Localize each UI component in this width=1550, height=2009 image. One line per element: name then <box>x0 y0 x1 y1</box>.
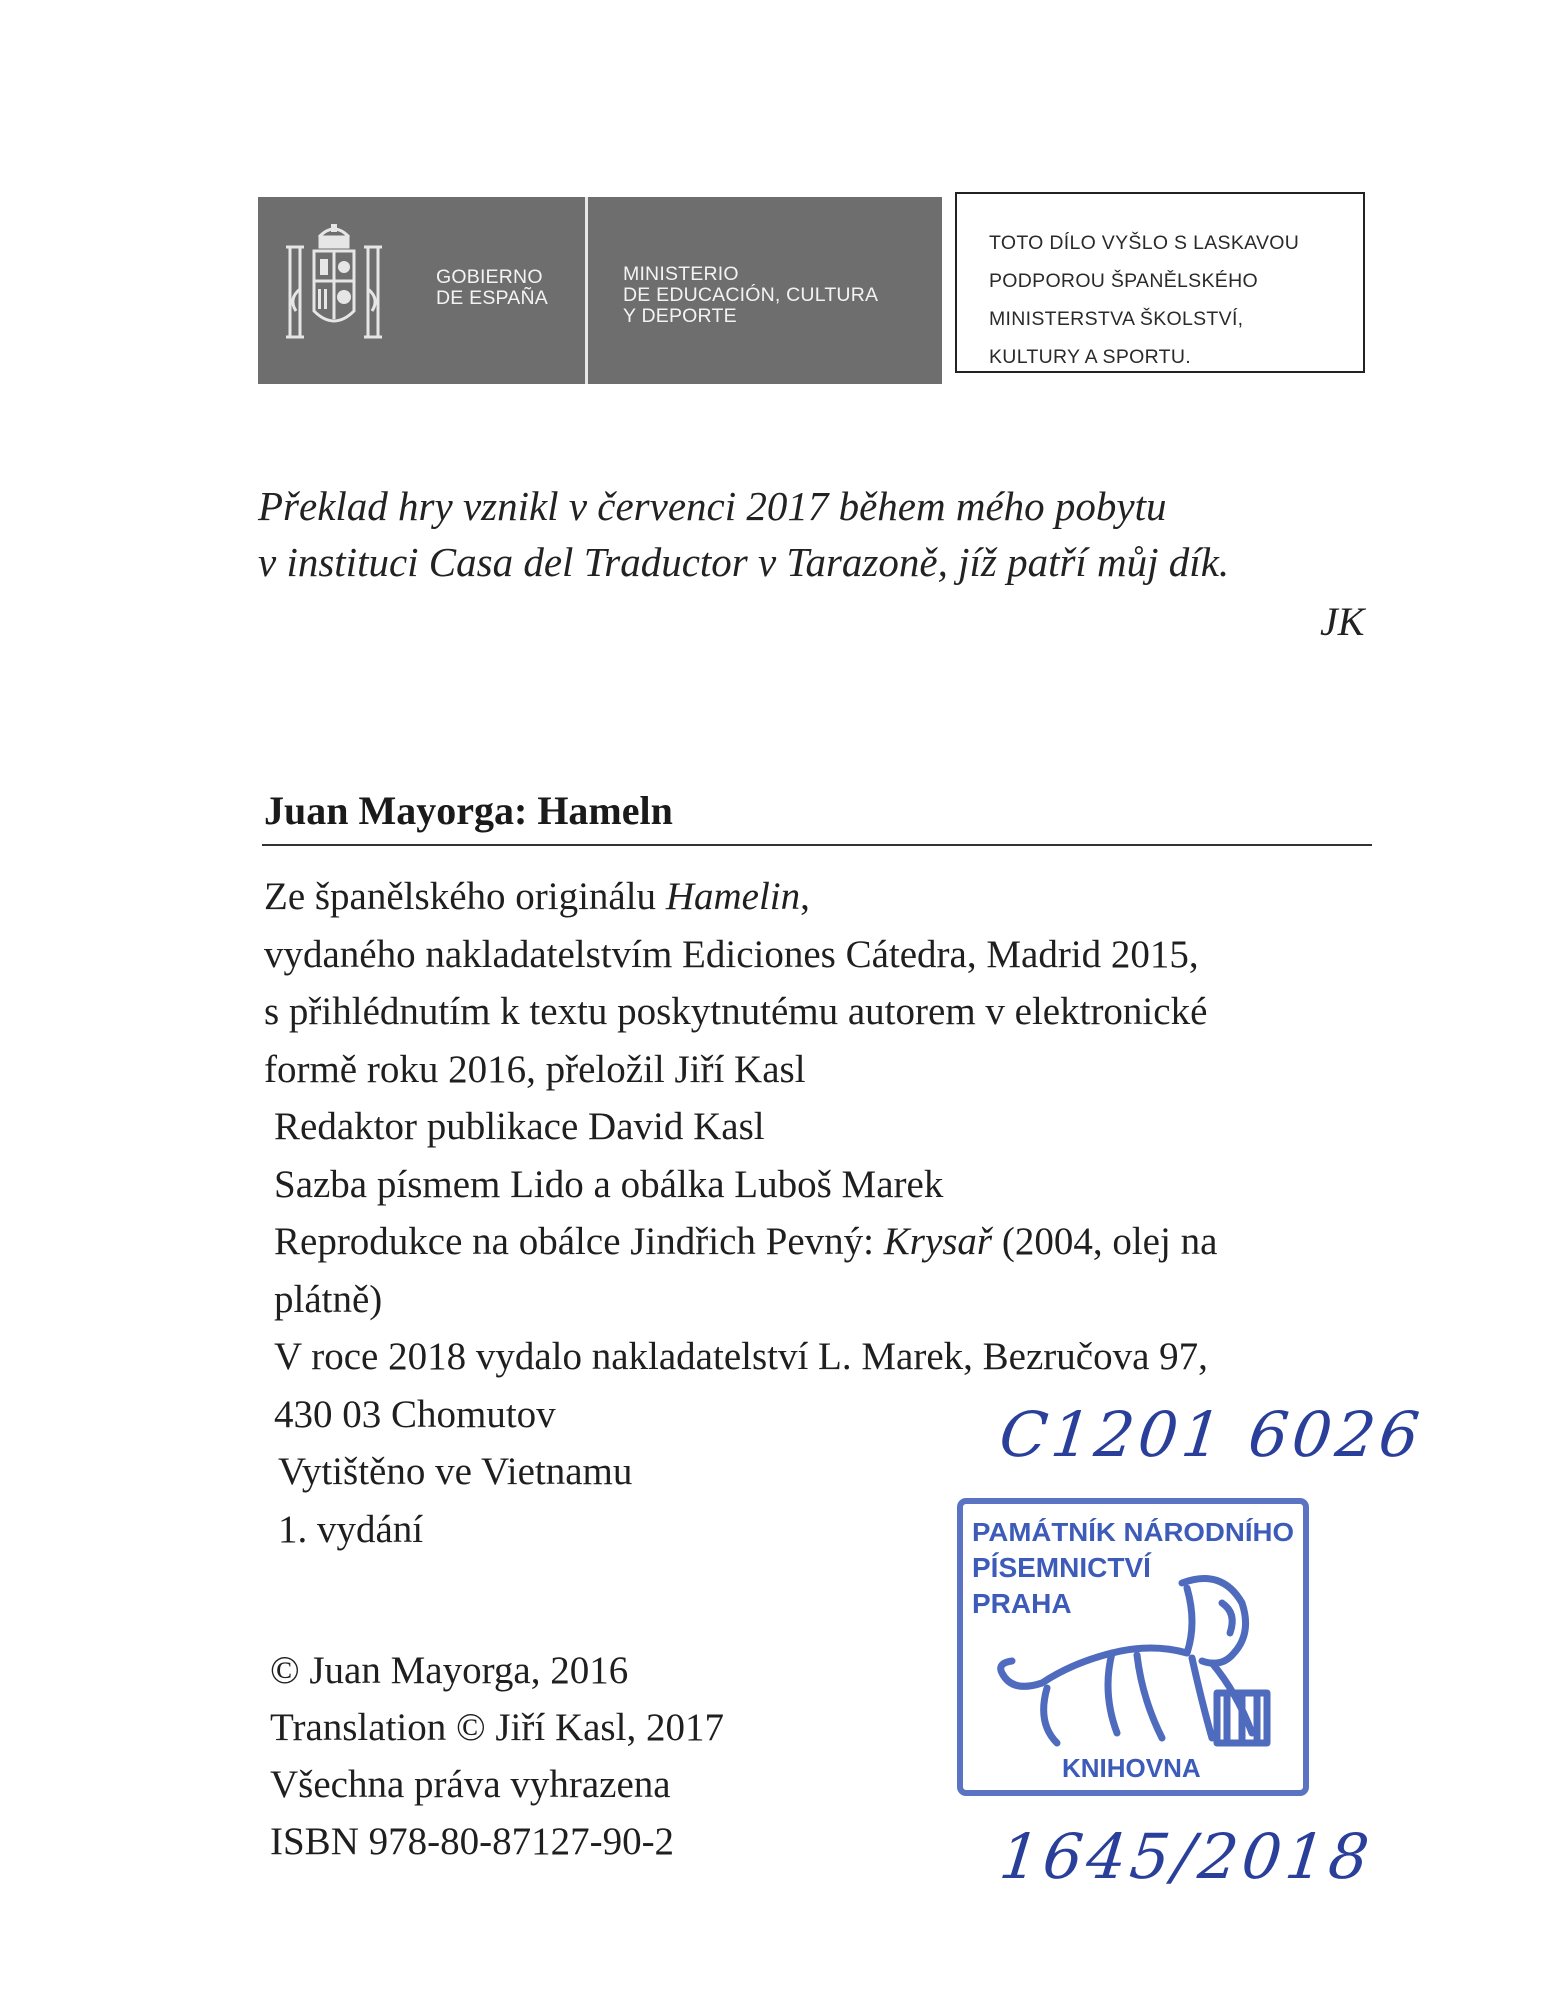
note-line: Překlad hry vznikl v červenci 2017 během mého pobytu <box>258 483 1167 529</box>
colophon-text: Ze španělského originálu <box>264 875 666 918</box>
support-line: MINISTERSTVA ŠKOLSTVÍ, <box>989 308 1244 330</box>
handwritten-accession-number: 1645/2018 <box>996 1820 1377 1893</box>
colophon-line: 430 03 Chomutov <box>274 1392 556 1436</box>
stamp-line: PÍSEMNICTVÍ <box>972 1552 1151 1583</box>
copyright-line: Translation © Jiří Kasl, 2017 <box>270 1706 724 1749</box>
ministry-line: Y DEPORTE <box>623 305 737 327</box>
book-title: Juan Mayorga: Hameln <box>264 788 673 833</box>
colophon-line: 1. vydání <box>278 1507 424 1551</box>
original-title: Hamelin <box>665 875 801 918</box>
colophon-line: V roce 2018 vydalo nakladatelství L. Marek, Bezručova 97, <box>274 1335 1208 1378</box>
colophon-line: s přihlédnutím k textu poskytnutému autorem v elektronické <box>264 990 1208 1033</box>
ministry-line: MINISTERIO <box>623 263 739 285</box>
stamp-line: PRAHA <box>972 1588 1072 1619</box>
colophon-line <box>264 868 1217 926</box>
translator-note <box>258 478 1368 590</box>
copyright-line: Všechna práva vyhrazena <box>270 1763 671 1806</box>
note-line: v instituci Casa del Traductor v Tarazoně, jíž patří můj dík. <box>258 539 1230 585</box>
copyright-line: © Juan Mayorga, 2016 <box>270 1649 629 1692</box>
title-divider <box>262 844 1372 846</box>
support-line: KULTURY A SPORTU. <box>989 346 1191 368</box>
ministry-logo-banner <box>258 197 942 384</box>
colophon-line: Sazba písmem Lido a obálka Luboš Marek <box>274 1162 944 1206</box>
support-line: TOTO DÍLO VYŠLO S LASKAVOU <box>989 232 1300 254</box>
support-line: PODPOROU ŠPANĚLSKÉHO <box>989 270 1258 292</box>
handwritten-call-number: C1201 6026 <box>996 1398 1427 1471</box>
ministry-label <box>623 264 878 327</box>
colophon-line: formě roku 2016, přeložil Jiří Kasl <box>264 1047 806 1091</box>
stamp-bottom-label: KNIHOVNA <box>1062 1753 1201 1783</box>
library-stamp <box>952 1493 1314 1801</box>
artwork-title: Krysař <box>883 1220 993 1263</box>
ministry-line: DE EDUCACIÓN, CULTURA <box>623 284 879 306</box>
colophon-text: Reprodukce na obálce Jindřich Pevný: <box>274 1220 884 1263</box>
colophon-text: (2004, olej na <box>992 1220 1218 1263</box>
colophon-line: Redaktor publikace David Kasl <box>274 1105 765 1148</box>
isbn: ISBN 978-80-87127-90-2 <box>270 1820 675 1863</box>
note-signature: JK <box>1320 599 1365 644</box>
colophon-line: Vytištěno ve Vietnamu <box>278 1450 633 1493</box>
colophon-line <box>264 1213 1217 1271</box>
copyright-block <box>270 1642 724 1870</box>
colophon-line: plátně) <box>274 1277 383 1321</box>
colophon-line: vydaného nakladatelstvím Ediciones Cátedra, Madrid 2015, <box>264 932 1199 976</box>
support-notice-box <box>955 192 1365 373</box>
government-line: DE ESPAÑA <box>436 287 548 309</box>
colophon-text: , <box>800 875 810 918</box>
government-label <box>436 267 548 309</box>
spanish-coat-of-arms-icon <box>284 219 384 364</box>
government-line: GOBIERNO <box>436 266 543 288</box>
stamp-line: PAMÁTNÍK NÁRODNÍHO <box>972 1517 1294 1547</box>
banner-divider <box>585 197 588 384</box>
